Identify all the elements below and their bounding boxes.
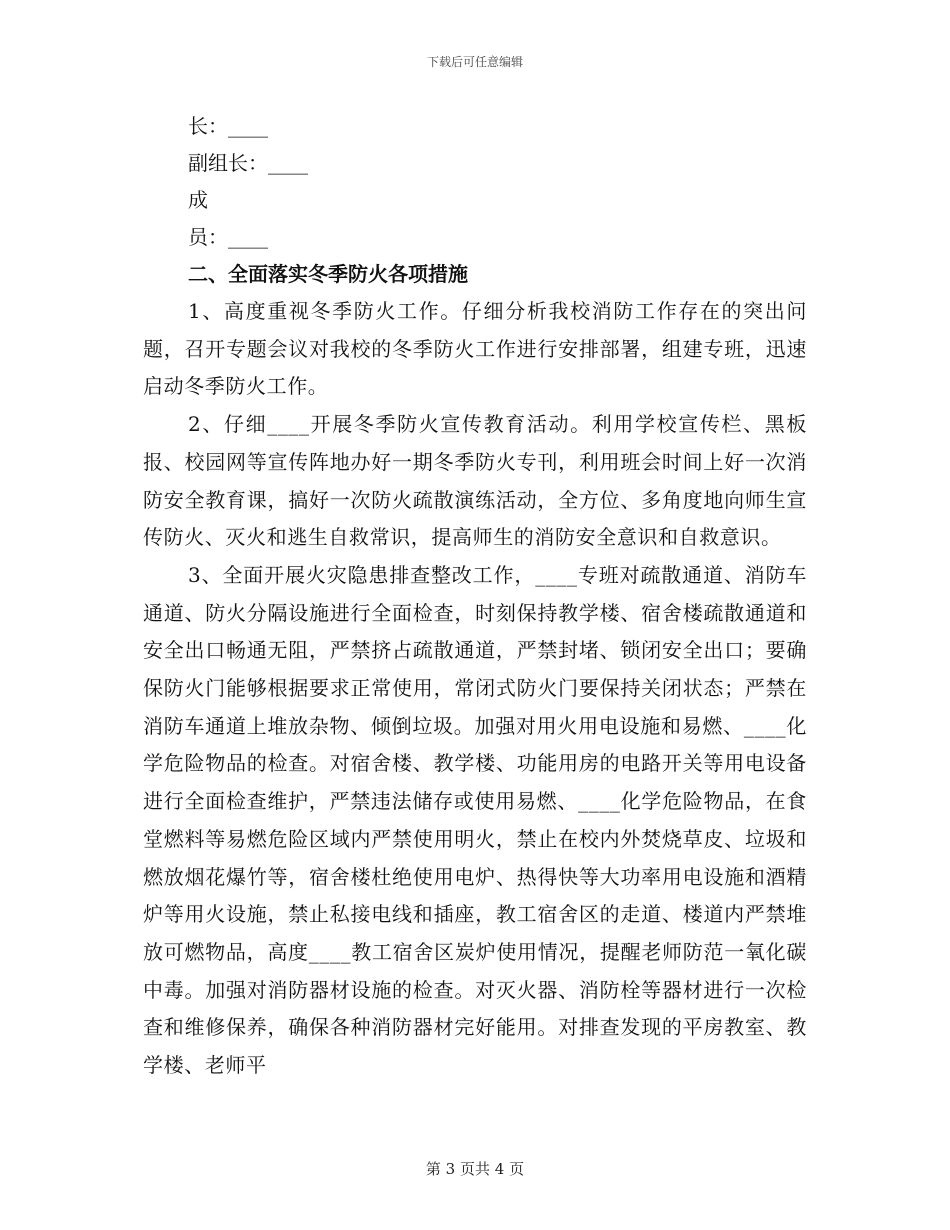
members-field-part1: 成 bbox=[188, 188, 208, 212]
page-number: 第 3 页共 4 页 bbox=[425, 1160, 525, 1178]
paragraph-item-1 bbox=[143, 293, 807, 406]
item-number: 2 bbox=[188, 412, 202, 437]
page-header-note: 下载后可任意编辑 bbox=[426, 55, 523, 69]
document-body bbox=[143, 108, 807, 1085]
deputy-leader-field: 副组长：____ bbox=[188, 151, 308, 175]
item-text: 、高度重视冬季防火工作。仔细分析我校消防工作存在的突出问题，召开专题会议对我校的冬季防火工作进行安排部署，组建专班，迅速启动冬季防火工作。 bbox=[143, 299, 807, 399]
item-text: 、仔细____开展冬季防火宣传教育活动。利用学校宣传栏、黑板报、校园网等宣传阵地办好一期冬季防火专刊，利用班会时间上好一次消防安全教育课，搞好一次防火疏散演练活动，全方位、多角度地向师生宣传防火、灭火和逃生自救常识，提高师生的消防安全意识和自救意识。 bbox=[143, 412, 807, 550]
paragraph-item-3 bbox=[143, 557, 807, 1085]
section-heading: 二、全面落实冬季防火各项措施 bbox=[188, 262, 468, 286]
item-number: 3 bbox=[188, 562, 202, 587]
item-number: 1 bbox=[188, 299, 202, 323]
leader-field: 长：____ bbox=[188, 114, 268, 138]
paragraph-item-2 bbox=[143, 406, 807, 557]
members-field-part2: 员：____ bbox=[188, 225, 268, 249]
item-text: 、全面开展火灾隐患排查整改工作，____专班对疏散通道、消防车通道、防火分隔设施进行全面检查，时刻保持教学楼、宿舍楼疏散通道和安全出口畅通无阻，严禁挤占疏散通道，严禁封堵、锁闭安全出口；要确保防火门能够根据要求正常使用，常闭式防火门要保持关闭状态；严禁在消防车通道上堆放杂物、倾倒垃圾。加强对用火用电设施和易燃、____化学危险物品的检查。对宿舍楼、教学楼、功能用房的电路开关等用电设备进行全面检查维护，严禁违法储存或使用易燃、____化学危险物品，在食堂燃料等易燃危险区域内严禁使用明火，禁止在校内外焚烧草皮、垃圾和燃放烟花爆竹等，宿舍楼杜绝使用电炉、热得快等大功率用电设施和酒精炉等用火设施，禁止私接电线和插座，教工宿舍区的走道、楼道内严禁堆放可燃物品，高度____教工宿舍区炭炉使用情况，提醒老师防范一氧化碳中毒。加强对消防器材设施的检查。对灭火器、消防栓等器材进行一次检查和维修保养，确保各种消防器材完好能用。对排查发现的平房教室、教学楼、老师平 bbox=[143, 562, 807, 1078]
